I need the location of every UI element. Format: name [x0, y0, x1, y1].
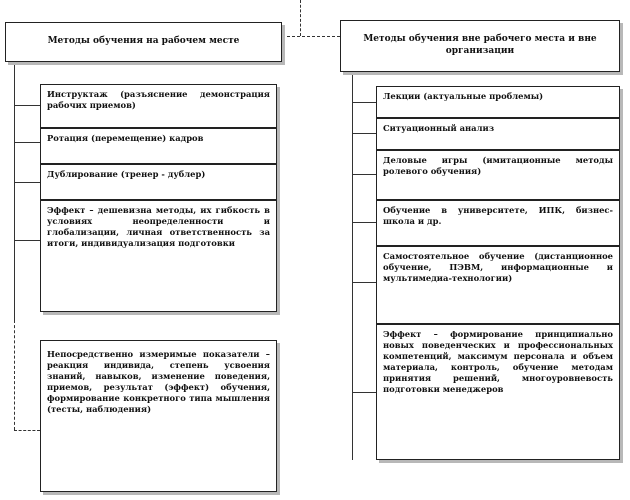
left-spine-bottom [14, 320, 15, 430]
right-item-self-study: Самостоятельное обучение (дистанционное обучение, ПЭВМ, информационные и мультимедиа-технологии) [376, 246, 620, 324]
header-connector [282, 36, 340, 37]
left-item-instruction: Инструктаж (разъяснение демонстрация рабочих приемов) [40, 84, 277, 128]
right-item-lectures: Лекции (актуальные проблемы) [376, 86, 620, 118]
right-spine [352, 74, 353, 460]
top-connector [300, 0, 301, 36]
left-item-measures: Непосредственно измеримые показатели – реакция индивида, степень усвоения знаний, навыков, изменение поведения, приемов, результат (эффект) обучения, формирование конкретного типа мышления (тесты, наблюдения) [40, 340, 277, 492]
left-item-duplication: Дублирование (тренер - дублер) [40, 164, 277, 200]
left-branch-5 [14, 430, 40, 431]
right-item-business-games: Деловые игры (имитационные методы ролевого обучения) [376, 150, 620, 200]
right-branch-5 [352, 282, 376, 283]
right-item-university: Обучение в университете, ИПК, бизнес-школа и др. [376, 200, 620, 246]
left-spine-top [14, 62, 15, 320]
right-item-case-analysis: Ситуационный анализ [376, 118, 620, 150]
left-branch-4 [14, 240, 40, 241]
left-item-effect: Эффект – дешевизна методы, их гибкость в условиях неопределенности и глобализации, личная ответственность за итоги, индивидуализация подготовки [40, 200, 277, 312]
right-header: Методы обучения вне рабочего места и вне организации [340, 20, 620, 72]
left-item-rotation: Ротация (перемещение) кадров [40, 128, 277, 164]
right-item-effect: Эффект – формирование принципиально новых поведенческих и профессиональных компетенций, максимум персонала и объем материала, контроль, обучение методам принятия решений, многоуровневость подготовки менеджеров [376, 324, 620, 460]
right-branch-6 [352, 392, 376, 393]
right-branch-1 [352, 102, 376, 103]
right-branch-2 [352, 133, 376, 134]
left-branch-2 [14, 142, 40, 143]
left-branch-3 [14, 182, 40, 183]
left-branch-1 [14, 105, 40, 106]
right-branch-3 [352, 174, 376, 175]
left-header: Методы обучения на рабочем месте [5, 22, 282, 62]
right-branch-4 [352, 222, 376, 223]
